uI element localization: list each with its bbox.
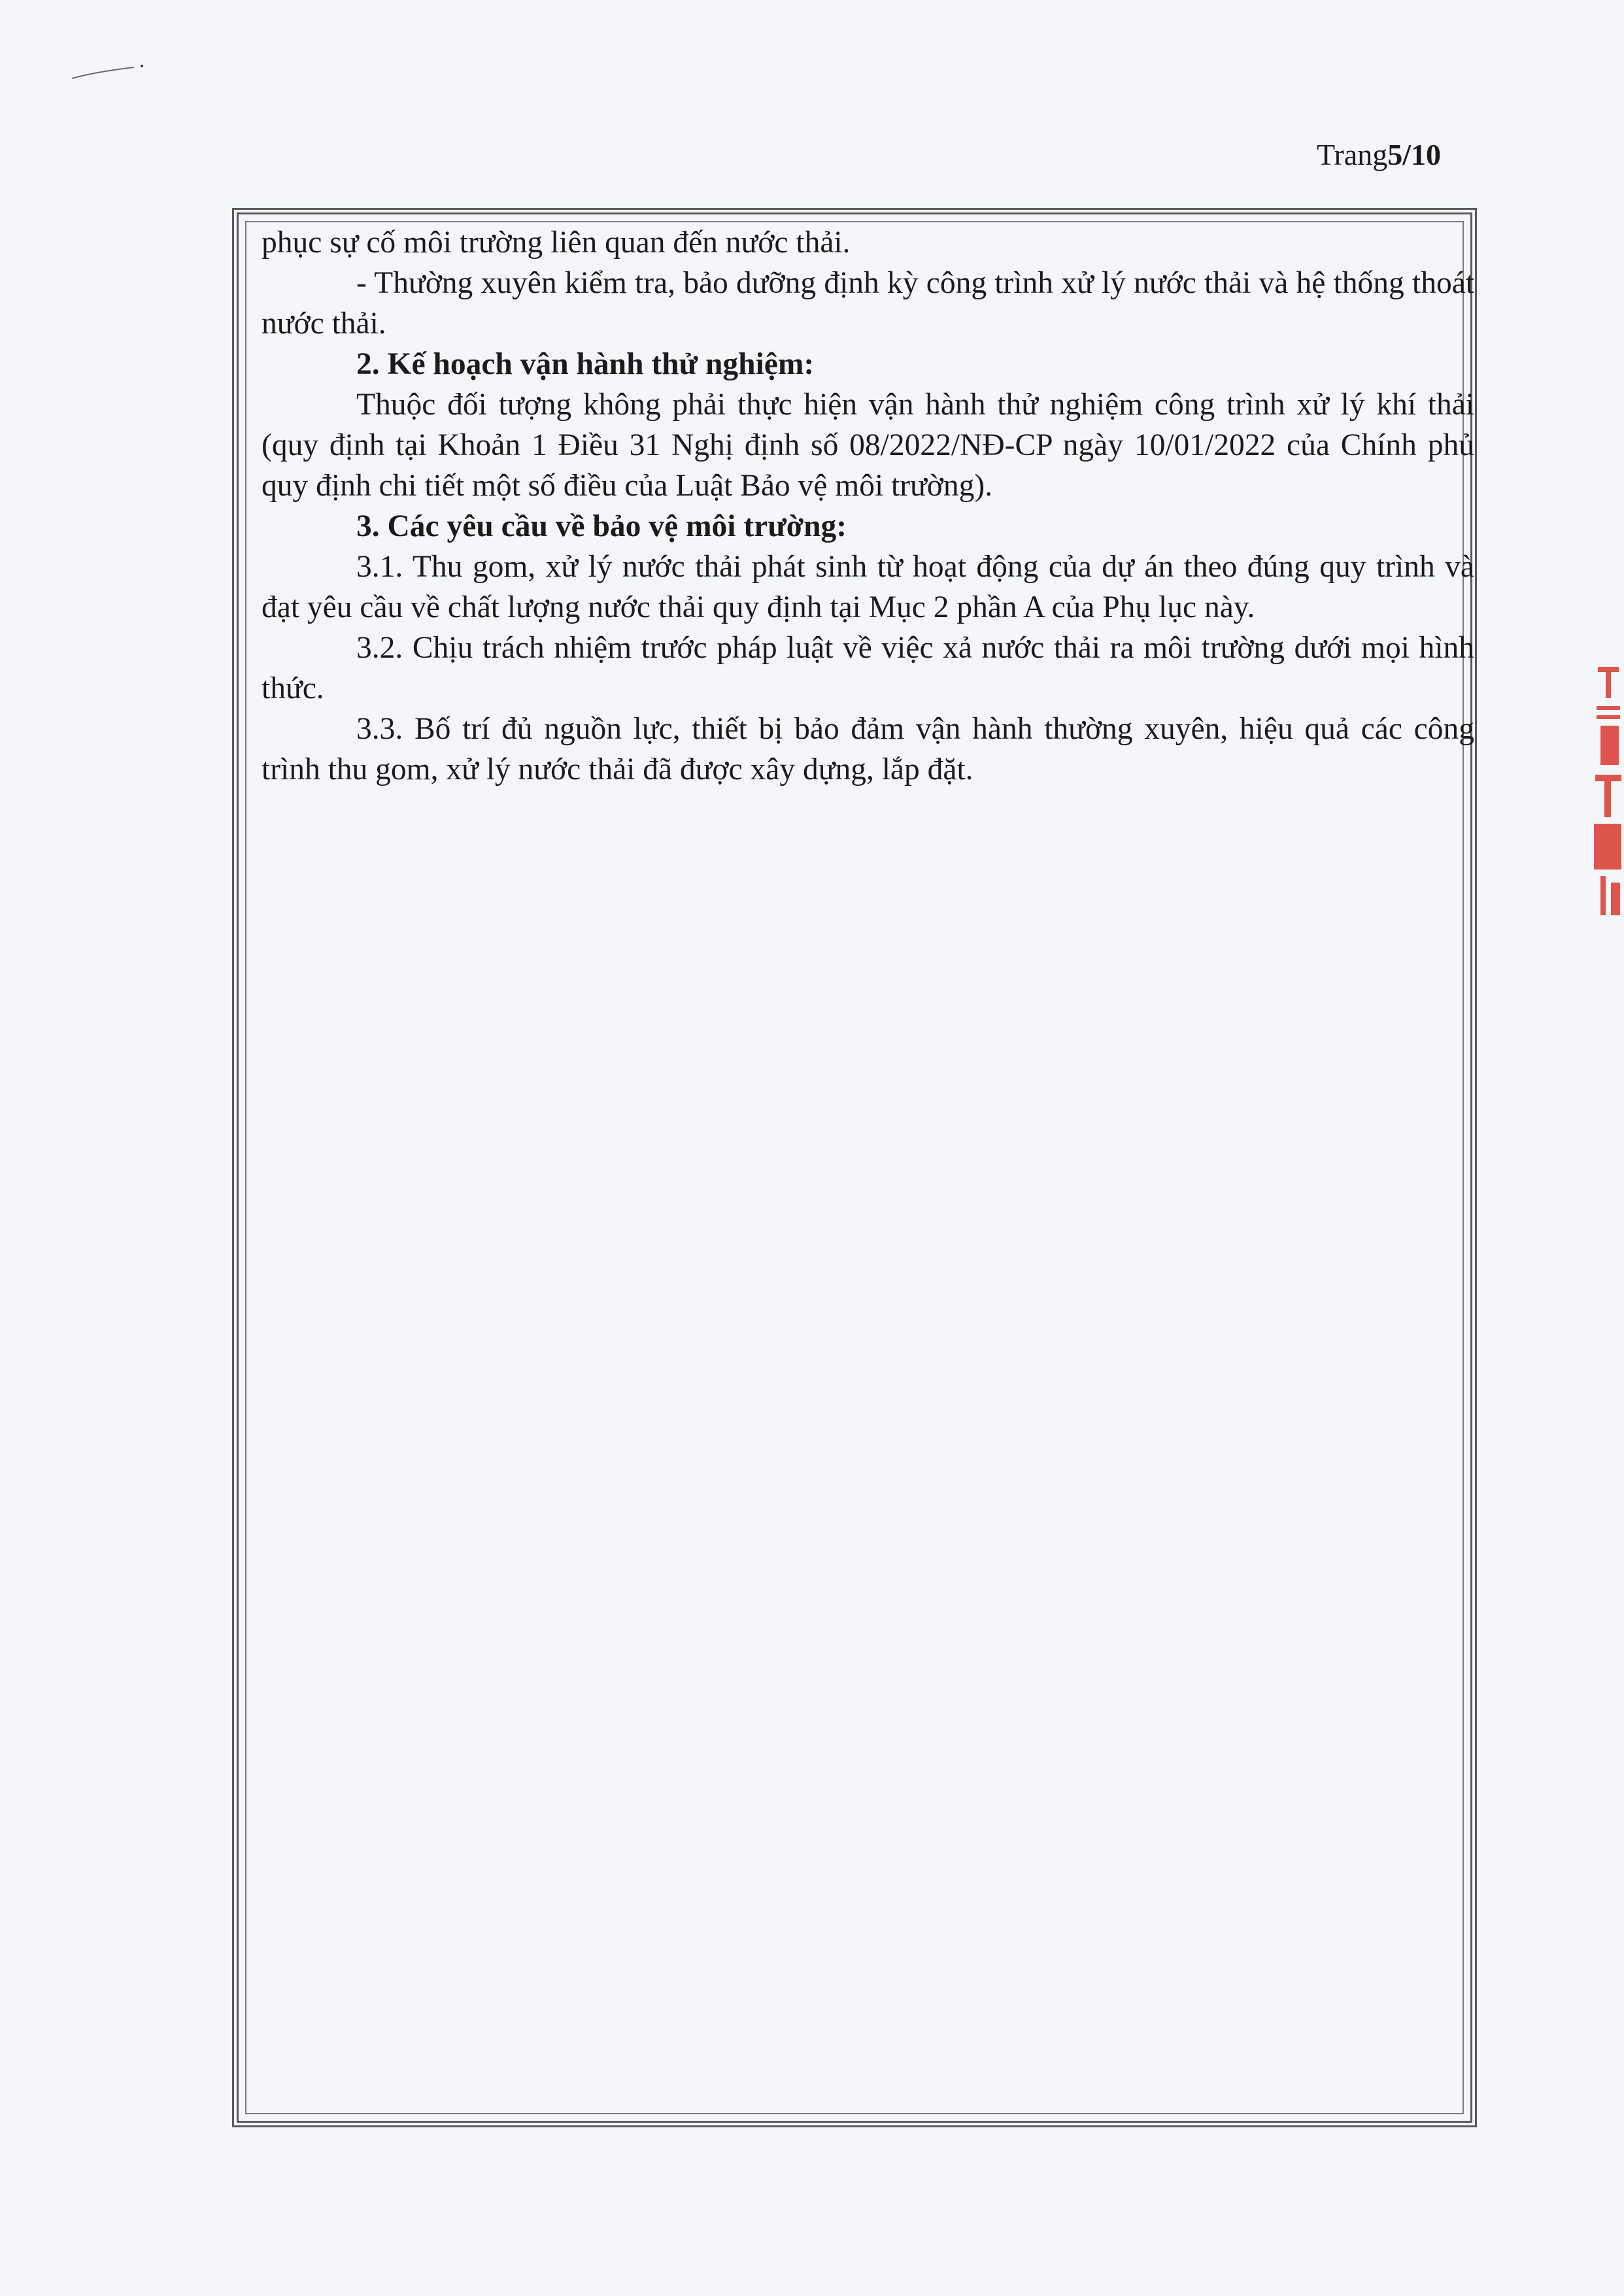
paragraph-requirement-3-2: 3.2. Chịu trách nhiệm trước pháp luật về việc xả nước thải ra môi trường dưới mọi hình thức. (262, 631, 1474, 705)
document-body (262, 222, 1474, 790)
page-number-value: 5/10 (1387, 138, 1441, 171)
heading-environmental-requirements: 3. Các yêu cầu về bảo vệ môi trường: (356, 509, 847, 543)
paragraph-trial-operation: Thuộc đối tượng không phải thực hiện vận hành thử nghiệm công trình xử lý khí thải (quy định tại Khoản 1 Điều 31 Nghị định số 08/2022/NĐ-CP ngày 10/01/2022 của Chính phủ quy định chi tiết một số điều của Luật Bảo vệ môi trường). (262, 388, 1474, 503)
page-number (1317, 137, 1441, 172)
paragraph-requirement-3-3: 3.3. Bố trí đủ nguồn lực, thiết bị bảo đảm vận hành thường xuyên, hiệu quả các công trình thu gom, xử lý nước thải đã được xây dựng, lắp đặt. (262, 712, 1474, 786)
red-seal-stamp (1591, 660, 1624, 935)
heading-trial-operation: 2. Kế hoạch vận hành thử nghiệm: (356, 347, 815, 381)
scan-artifact (69, 62, 147, 88)
paragraph-continuation: phục sự cố môi trường liên quan đến nước thải. (262, 226, 851, 260)
paragraph-maintenance: - Thường xuyên kiểm tra, bảo dưỡng định kỳ công trình xử lý nước thải và hệ thống thoát nước thải. (262, 266, 1474, 341)
paragraph-requirement-3-1: 3.1. Thu gom, xử lý nước thải phát sinh từ hoạt động của dự án theo đúng quy trình và đạt yêu cầu về chất lượng nước thải quy định tại Mục 2 phần A của Phụ lục này. (262, 550, 1474, 624)
page-number-prefix: Trang (1317, 138, 1388, 171)
